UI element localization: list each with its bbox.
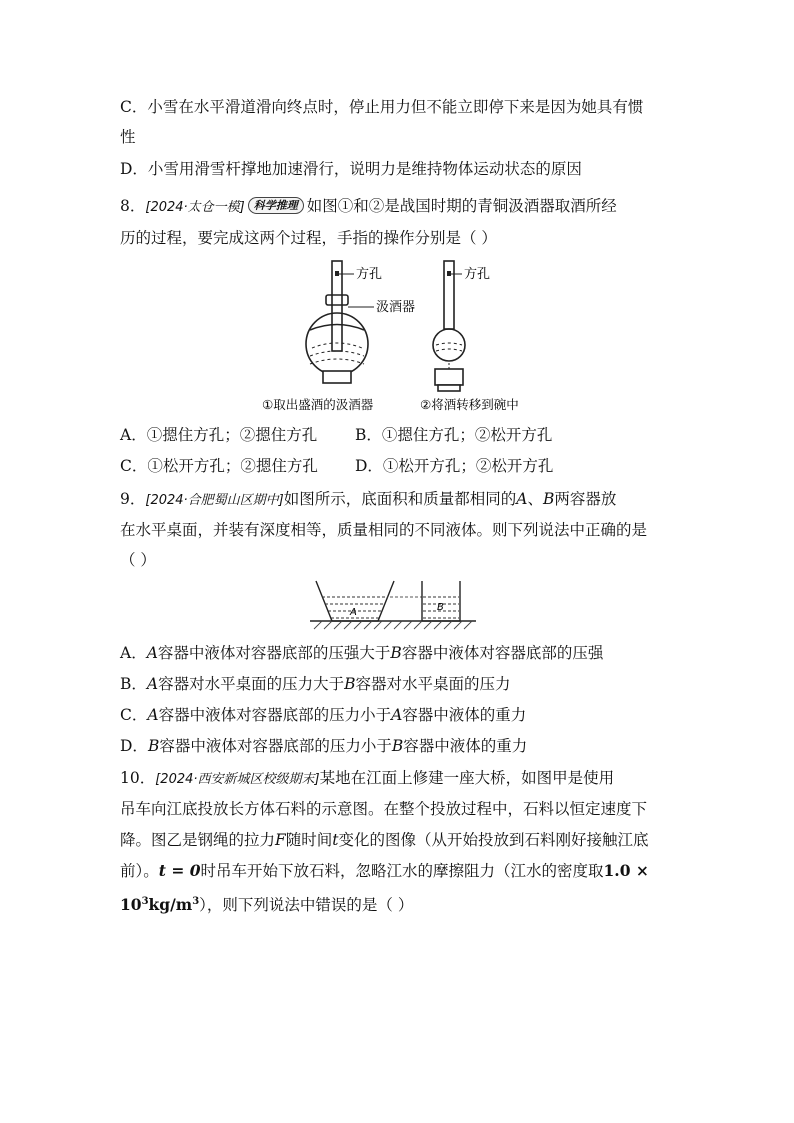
q7-option-c-line1: C．小雪在水平滑道滑向终点时，停止用力但不能立即停下来是因为她具有惯 bbox=[120, 98, 644, 116]
q8-caption1: ①取出盛酒的汲酒器 bbox=[262, 397, 374, 412]
q9-stem-line1 bbox=[120, 489, 616, 511]
q9-option-d-prefix: D． bbox=[120, 737, 148, 755]
q9-table-hatch bbox=[314, 621, 472, 629]
q9-container-b bbox=[422, 581, 460, 621]
q8-label-vessel: 汲酒器 bbox=[376, 300, 416, 315]
q10-l4-text1: 前）。 bbox=[120, 862, 159, 880]
q8-vessel2-diagram bbox=[433, 261, 465, 391]
q9-option-c-var2: A bbox=[391, 706, 403, 724]
q9-option-b-end: 容器对水平桌面的压力 bbox=[355, 675, 511, 693]
q9-stem-text2: 两容器放 bbox=[554, 490, 617, 508]
q9-var-a: A bbox=[516, 490, 528, 508]
q8-stem-line1 bbox=[120, 196, 617, 218]
q8-source: [2024·太仓一模] bbox=[145, 200, 245, 215]
q8-stem-text1: 如图①和②是战国时期的青铜汲酒器取酒所经 bbox=[306, 197, 617, 215]
q9-option-d-mid: 容器中液体对容器底部的压力小于 bbox=[159, 737, 392, 755]
q9-source: [2024·合肥蜀山区期中] bbox=[145, 493, 284, 508]
q9-option-c-var1: A bbox=[147, 706, 159, 724]
q9-option-b-var2: B bbox=[344, 675, 356, 693]
q9-option-b-var1: A bbox=[146, 675, 159, 693]
q10-var-f: F bbox=[275, 831, 286, 849]
q9-stem-line2: 在水平桌面，并装有深度相等，质量相同的不同液体。则下列说法中正确的是 bbox=[120, 521, 648, 539]
q8-caption2: ②将酒转移到碗中 bbox=[420, 397, 519, 412]
q10-stem-line2: 吊车向江底投放长方体石料的示意图。在整个投放过程中，石料以恒定速度下 bbox=[120, 800, 648, 818]
q8-stem-line2: 历的过程，要完成这两个过程，手指的操作分别是（ ） bbox=[120, 229, 497, 247]
q9-var-b: B bbox=[542, 490, 555, 508]
q9-option-a-prefix: A． bbox=[120, 644, 147, 662]
q9-option-b-prefix: B． bbox=[120, 675, 147, 693]
q10-stem-text1: 某地在江面上修建一座大桥，如图甲是使用 bbox=[319, 769, 615, 787]
q10-density-unit: kg/m bbox=[148, 895, 193, 915]
q10-density-exp: 3 bbox=[141, 896, 149, 907]
q9-label-a: A bbox=[350, 607, 357, 618]
q10-l4-text2: 时吊车开始下放石料，忽略江水的摩擦阻力（江水的密度取 bbox=[200, 862, 604, 880]
q9-option-a-mid: 容器中液体对容器底部的压强大于 bbox=[157, 644, 391, 662]
q8-option-c: C．①松开方孔；②摁住方孔 bbox=[120, 457, 318, 475]
q10-stem-line3 bbox=[120, 830, 649, 850]
q10-equation-t0: t = 0 bbox=[158, 861, 201, 880]
q8-figure bbox=[260, 257, 580, 417]
q9-option-b-mid: 容器对水平桌面的压力大于 bbox=[158, 675, 345, 693]
q9-label-b: B bbox=[437, 602, 444, 613]
q10-number: 10． bbox=[120, 769, 156, 787]
q7-option-c-line2: 性 bbox=[120, 128, 136, 146]
q7-option-d: D．小雪用滑雪杆撑地加速滑行，说明力是维持物体运动状态的原因 bbox=[120, 160, 582, 178]
q10-stem-line1 bbox=[120, 768, 614, 790]
q9-option-a-end: 容器中液体对容器底部的压强 bbox=[401, 644, 604, 662]
q10-stem-line5 bbox=[120, 892, 413, 915]
q8-number: 8． bbox=[120, 197, 146, 215]
q9-sep: 、 bbox=[527, 490, 543, 508]
q9-option-d-var2: B bbox=[391, 737, 404, 755]
q9-option-b bbox=[120, 674, 511, 694]
q9-option-a-var1: A bbox=[146, 644, 158, 662]
q10-l3-text3: 变化的图像（从开始投放到石料刚好接触江底 bbox=[338, 831, 649, 849]
q10-var-t: t bbox=[332, 831, 339, 849]
q8-hole1-mark bbox=[335, 271, 339, 276]
q8-option-d: D．①松开方孔；②松开方孔 bbox=[355, 457, 554, 475]
q9-option-a bbox=[120, 643, 603, 663]
q9-option-c-end: 容器中液体的重力 bbox=[402, 706, 527, 724]
q10-stem-line4 bbox=[120, 861, 649, 881]
q9-option-d-var1: B bbox=[147, 737, 160, 755]
q9-option-a-var2: B bbox=[390, 644, 402, 662]
q10-density-value: 1.0 × bbox=[603, 861, 649, 880]
q9-option-d-end: 容器中液体的重力 bbox=[403, 737, 528, 755]
q10-l3-text1: 降。图乙是钢绳的拉力 bbox=[120, 831, 276, 849]
q8-badge: 科学推理 bbox=[248, 197, 304, 214]
q9-figure bbox=[310, 577, 480, 632]
q10-l5-end: ），则下列说法中错误的是（ ） bbox=[199, 896, 414, 915]
q9-option-c bbox=[120, 705, 526, 725]
q10-source: [2024·西安新城区校级期末] bbox=[155, 772, 320, 787]
q9-stem-line3: （ ） bbox=[120, 551, 156, 569]
q9-option-d bbox=[120, 736, 527, 756]
q9-stem-text1: 如图所示，底面积和质量都相同的 bbox=[283, 490, 517, 508]
q8-option-a: A．①摁住方孔；②摁住方孔 bbox=[120, 426, 318, 444]
q10-l3-text2: 随时间 bbox=[285, 831, 333, 849]
q9-number: 9． bbox=[120, 490, 146, 508]
q8-label-hole2: 方孔 bbox=[464, 267, 491, 282]
q9-option-c-mid: 容器中液体对容器底部的压力小于 bbox=[158, 706, 392, 724]
q9-option-c-prefix: C． bbox=[120, 706, 148, 724]
q10-unit-exp: 3 bbox=[192, 896, 200, 907]
q8-label-hole1: 方孔 bbox=[356, 267, 383, 282]
q8-hole2-mark bbox=[447, 271, 451, 276]
q10-density-base: 10 bbox=[120, 895, 142, 915]
q8-option-b: B．①摁住方孔；②松开方孔 bbox=[355, 426, 553, 444]
